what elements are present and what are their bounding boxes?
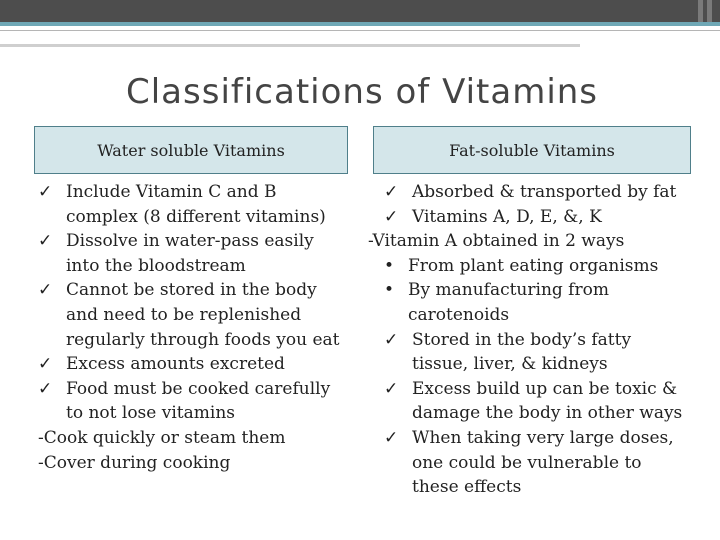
- top-bar-segment: [707, 0, 712, 22]
- dash-line: -Vitamin A obtained in 2 ways: [368, 231, 625, 252]
- list-item-continuation: tissue, liver, & kidneys: [412, 354, 608, 375]
- check-icon: ✓: [38, 231, 53, 252]
- list-item: [384, 377, 704, 402]
- list-item: [384, 180, 704, 205]
- list-item-continuation: and need to be replenished: [66, 304, 302, 325]
- list-item-text: Include Vitamin C and B: [66, 182, 277, 202]
- list-item-continuation: damage the body in other ways: [412, 403, 683, 424]
- list-item-text: Absorbed & transported by fat: [412, 182, 677, 202]
- bullet-item: [384, 278, 704, 303]
- top-bar-segment: [698, 0, 703, 22]
- list-item-continuation: regularly through foods you eat: [66, 329, 340, 350]
- list-item-continuation: these effects: [412, 477, 522, 498]
- list-item: [384, 328, 704, 353]
- check-icon: ✓: [384, 206, 399, 227]
- list-item-text: Vitamins A, D, E, &, K: [412, 206, 602, 227]
- list-item: [384, 205, 704, 230]
- list-item-continuation: one could be vulnerable to: [412, 452, 642, 473]
- water-soluble-list: [38, 180, 348, 475]
- list-item-text: Food must be cooked carefully: [66, 378, 331, 399]
- list-item-text: Cannot be stored in the body: [66, 280, 317, 301]
- list-item-text: Excess build up can be toxic &: [412, 378, 678, 399]
- check-icon: ✓: [38, 354, 53, 375]
- divider-line: [0, 30, 720, 31]
- bullet-item-continuation: carotenoids: [408, 304, 510, 325]
- list-item: [38, 377, 348, 402]
- list-item-continuation: complex (8 different vitamins): [66, 206, 326, 227]
- bullet-icon: •: [384, 255, 395, 276]
- list-item: [38, 229, 348, 254]
- bullet-item-text: From plant eating organisms: [408, 255, 659, 276]
- bullet-icon: •: [384, 280, 395, 301]
- list-item: [38, 180, 348, 205]
- check-icon: ✓: [384, 427, 399, 448]
- list-item: [38, 278, 348, 303]
- list-item: [38, 352, 348, 377]
- water-soluble-header-label: Water soluble Vitamins: [97, 140, 285, 160]
- list-item-continuation: into the bloodstream: [66, 255, 246, 276]
- check-icon: ✓: [38, 182, 53, 202]
- dash-line: -Cover during cooking: [38, 452, 231, 473]
- list-item-continuation: to not lose vitamins: [66, 403, 235, 424]
- list-item-text: When taking very large doses,: [412, 427, 674, 448]
- list-item-text: Excess amounts excreted: [66, 354, 285, 375]
- list-item: [384, 426, 704, 451]
- bullet-item: [384, 254, 704, 279]
- list-item-text: Dissolve in water-pass easily: [66, 231, 314, 252]
- check-icon: ✓: [384, 378, 399, 399]
- check-icon: ✓: [384, 329, 399, 350]
- divider-line: [0, 44, 580, 47]
- fat-soluble-header: [373, 126, 691, 174]
- list-item-text: Stored in the body’s fatty: [412, 329, 632, 350]
- slide-title: Classifications of Vitamins: [126, 72, 599, 112]
- water-soluble-header: [34, 126, 348, 174]
- accent-line: [0, 22, 720, 26]
- check-icon: ✓: [38, 378, 53, 399]
- check-icon: ✓: [38, 280, 53, 301]
- check-icon: ✓: [384, 182, 399, 202]
- bullet-item-text: By manufacturing from: [408, 280, 609, 301]
- top-decoration-bar: [0, 0, 720, 22]
- fat-soluble-list: [368, 180, 704, 500]
- dash-line: -Cook quickly or steam them: [38, 427, 286, 448]
- fat-soluble-header-label: Fat-soluble Vitamins: [449, 140, 615, 160]
